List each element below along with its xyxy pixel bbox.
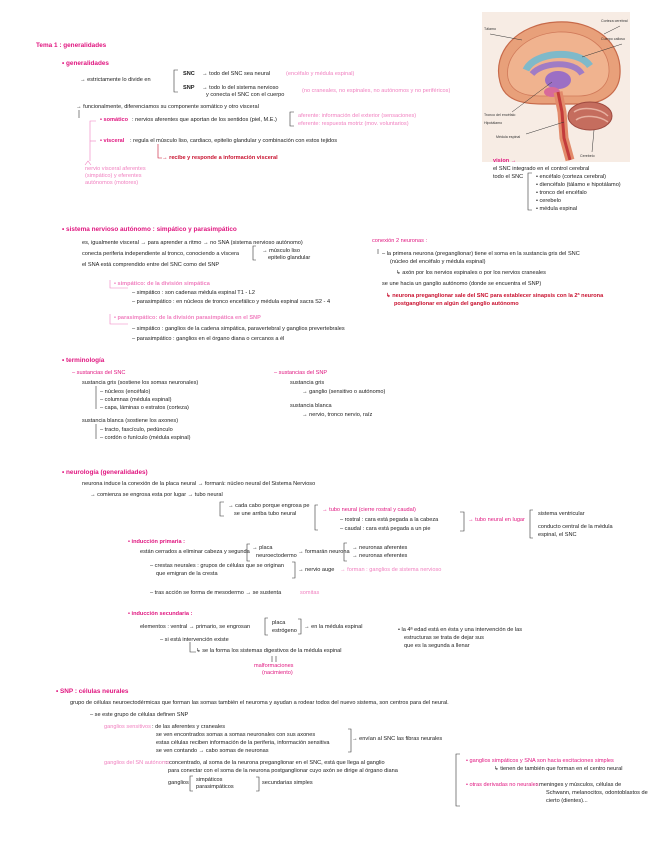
brain-label-medula: Médula espinal: [496, 135, 521, 139]
primaria-line-1e: → neuronas aferentes: [352, 545, 408, 551]
secundaria-line-1: elementos : ventral → primario, se engrosan: [140, 624, 251, 630]
snp-sens-4: se ven contando → cabo somas de neuronas: [156, 748, 269, 754]
terminologia-snp-gris-item: → ganglio (sensitivo o autónomo): [302, 389, 386, 395]
section-heading-generalidades: • generalidades: [62, 60, 109, 67]
primaria-line-2d: → nervio auge: [298, 567, 335, 573]
tubo-rostral: – rostral : cara está pegada a la cabeza: [340, 517, 439, 523]
snp-auto-3d: secundarias simples: [262, 780, 313, 786]
visceral-red-note: → recibe y responde a información visceral: [162, 155, 278, 161]
bracket-sens: [348, 729, 351, 752]
side-note-2: (simpático) y eferentes: [85, 173, 142, 179]
snp-label: SNP: [183, 85, 195, 91]
snc-desc: → todo del SNC sea neural: [202, 71, 271, 77]
tubo-final-a: sistema ventricular: [538, 511, 585, 517]
snc-note: (encéfalo y médula espinal): [286, 71, 355, 77]
conexion-line-1: – la primera neurona (preganglionar) tiene el soma en la sustancia gris del SNC: [382, 251, 580, 257]
primaria-line-1: están cerrados a eliminar cabeza y segunda: [140, 549, 250, 555]
brain-label-corteza: Corteza cerebral: [601, 19, 628, 23]
secundaria-line-1c: estrógeno: [272, 628, 297, 634]
vision-item-5: • médula espinal: [536, 206, 578, 212]
brain-label-calloso: Cuerpo calloso: [601, 37, 625, 41]
snc-intro: → estrictamente lo divide en: [80, 77, 151, 83]
somatico-note-1: aferente: información del exterior (sensaciones): [298, 113, 417, 119]
tubo-final-b: conducto central de la médula: [538, 524, 613, 530]
tubo-line-2: se une arriba tubo neural: [234, 511, 297, 517]
secundaria-nacimiento: (nacimiento): [262, 670, 293, 676]
snp-right-3: • otras derivadas no neurales: [466, 782, 539, 788]
snp-right-5: Schwann, melanocitos, odontoblastos de: [546, 790, 648, 796]
snp-line-1: grupo de células neuroectodérmicas que forman las somas también el neuroma y ayudan a rodear todos del nuevo sistema, son centros para del neural.: [70, 700, 449, 706]
secundaria-note-2: estructuras se trata de dejar sus: [404, 635, 484, 641]
conexion-line-3: ↳ axón por los nervios espinales o por los nervios craneales: [396, 270, 546, 276]
vision-item-4: • cerebelo: [536, 198, 561, 204]
autonomo-line-1: es, igualmente visceral → para aprender a ritmo → no SNA (sistema nervioso autónomo): [82, 240, 303, 246]
terminologia-gris-item-2: – columnas (médula espinal): [100, 397, 172, 403]
primaria-line-1b: → placa: [252, 545, 273, 551]
vision-item-3: • tronco del encéfalo: [536, 190, 587, 196]
autonomo-line-2c: epitelio glandular: [268, 255, 311, 261]
snp-right-2: ↳ tienen de también que forman en el centro neural: [494, 766, 623, 772]
autonomo-line-3: el SNA está comprendido entre del SNC como del SNP: [82, 262, 220, 268]
conexion-red-2: postganglionar en algún del ganglio autónomo: [394, 301, 519, 307]
vision-line-2: el SNC integrado en el control cerebral: [493, 166, 590, 172]
bracket-vision: [528, 173, 532, 210]
bracket-right-snp: [456, 754, 460, 806]
brain-label-tronco: Tronco del encéfalo: [484, 113, 516, 117]
snp-sens-3: estas células reciben información de la periferia, información sensitiva: [156, 740, 330, 746]
snp-auto-3c: parasimpáticos: [196, 784, 234, 790]
conexion-red-1: ↳ neurona preganglionar sale del SNC para establecer sinapsis con la 2ª neurona: [386, 293, 604, 299]
autonomo-line-2: conecta periferia independiente al tronco, conociendo a víscera: [82, 251, 240, 257]
tubo-final: → tubo neural en lugar: [468, 517, 525, 523]
parasimpatico-label: • parasimpático: de la división parasimpática en el SNP: [114, 315, 261, 321]
simpatico-label: • simpático: de la división simpática: [114, 281, 210, 287]
terminologia-snp-gris: sustancia gris: [290, 380, 325, 386]
primaria-line-3b: somitas: [300, 590, 320, 596]
tubo-caudal: – caudal : cara está pegada a un pie: [340, 526, 431, 532]
terminologia-blanca: sustancia blanca (sostiene los axones): [82, 418, 179, 424]
snc-label: SNC: [183, 71, 195, 77]
primaria-line-1c: neuroectodermo: [256, 553, 297, 559]
snp-right-1: • ganglios simpáticos y SNA son hacia excitaciones simples: [466, 758, 614, 764]
terminologia-gris-item-3: – capa, láminas o estratos (corteza): [100, 405, 189, 411]
primaria-line-2b: que emigran de la cresta: [156, 571, 218, 577]
terminologia-blanca-item-1: – tracto, fascículo, pedúnculo: [100, 427, 173, 433]
conexion-line-4: se une hacia un ganglio autónomo (donde se encuentra el SNP): [382, 281, 542, 287]
secundaria-line-1d: → en la médula espinal: [304, 624, 363, 630]
snp-auto-1: : concentrado, al soma de la neurona preganglionar en el SNC, está que llega al ganglio: [166, 760, 385, 766]
brain-label-hipotalamo: Hipotálamo: [484, 121, 503, 125]
bracket-tubo: [315, 505, 318, 530]
vision-item-2: • diencéfalo (tálamo e hipotálamo): [536, 182, 621, 188]
bracket-tubo-final: [530, 510, 533, 538]
bracket-crestas: [292, 562, 295, 578]
snp-auto-3: ganglios: [168, 780, 189, 786]
terminologia-snp-blanca: sustancia blanca: [290, 403, 332, 409]
visceral-desc: : regula el músculo liso, cardiaco, epitelio glandular y combinación con estos tejidos: [130, 138, 338, 144]
primaria-line-2: – crestas neurales : grupos de células que se originan: [150, 563, 285, 569]
somatico-note-2: eferente: respuesta motriz (mov. voluntarios): [298, 121, 409, 127]
section-heading-snp: • SNP : células neurales: [56, 688, 129, 695]
vision-line-3: todo el SNC: [493, 174, 524, 180]
terminologia-snc-sub: – sustancias del SNC: [72, 370, 126, 376]
page-title: Tema 1 : generalidades: [36, 42, 107, 49]
side-note-3: autónomos (motores): [85, 180, 139, 186]
vision-line-1: vision →: [493, 158, 517, 164]
terminologia-gris: sustancia gris (sostiene los somas neuronales): [82, 380, 199, 386]
secundaria-line-3: ↳ se la forma los sistemas digestivos de la médula espinal: [196, 648, 342, 654]
terminologia-snp-blanca-item: → nervio, tronco nervio, raíz: [302, 412, 373, 418]
secundaria-note-3: que es la segunda a llenar: [404, 643, 470, 649]
terminologia-blanca-item-2: – cordón o funículo (médula espinal): [100, 435, 191, 441]
snp-auto-2: para conectar con el soma de la neurona postganglionar cuyo axón se dirige al órgano diana: [168, 768, 398, 774]
simpatico-item-1: – simpático : son cadenas médula espinal T1 - L2: [132, 290, 256, 296]
somatico-desc: : nervios aferentes que aportan de los sentidos (piel, M.E.): [132, 117, 277, 123]
snp-sens-2: se ven encontrados somas a somas neuronales con sus axones: [156, 732, 316, 738]
secundaria-line-2: – si está intervención existe: [160, 637, 229, 643]
snp-right-6: cierto (dientes)...: [546, 798, 588, 804]
autonomo-line-2b: → músculo liso: [262, 248, 300, 254]
snp-line-2: – se este grupo de células definen SNP: [90, 712, 189, 718]
bracket-tubo-right: [460, 512, 464, 531]
conexion-line-2: (núcleo del encéfalo y médula espinal): [390, 259, 486, 265]
somatico-label: • somático: [100, 117, 129, 123]
section-heading-neurologia: • neurología (generalidades): [62, 469, 148, 476]
parasimpatico-item-1: – simpático : ganglios de la cadena simpática, paravertebral y ganglios prevertebrales: [132, 326, 345, 332]
terminologia-snp-sub: – sustancias del SNP: [274, 370, 328, 376]
terminologia-gris-item-1: – núcleos (encéfalo): [100, 389, 151, 395]
primaria-line-1f: → neuronas eferentes: [352, 553, 408, 559]
simpatico-item-2: – parasimpático : en núcleos de tronco encefálico y médula espinal sacra S2 - 4: [132, 299, 331, 305]
snp-right-4: : meninges y músculos, células de: [536, 782, 622, 788]
primaria-line-1d: → formarán neurona: [298, 549, 350, 555]
snp-auto-label: ganglios del SN autónomo: [104, 760, 170, 766]
secundaria-line-1b: placa: [272, 620, 286, 626]
red-arrow-visceral: [158, 144, 162, 158]
brain-label-cerebelo: Cerebelo: [580, 154, 595, 158]
snp-note: (no craneales, no espinales, no autónomos y no periféricos): [302, 88, 451, 94]
snp-sens-label: ganglios sensitivos: [104, 724, 151, 730]
secundaria-malformaciones: malformaciones: [254, 663, 294, 669]
bracket-snc-snp: [174, 70, 178, 92]
tubo-line-1: → cada cabo porque engrosa pe: [228, 503, 310, 509]
primaria-line-2c: → forman : ganglios de sistema nervioso: [340, 567, 442, 573]
snp-sens-result: → envían al SNC las fibras neurales: [352, 736, 443, 742]
tubo-cierre: → tubo neural (cierre rostral y caudal): [322, 507, 416, 513]
visceral-label: • visceral: [100, 138, 125, 144]
side-note-1: nervio visceral aferentes: [85, 166, 146, 172]
tubo-final-c: espinal, el SNC: [538, 532, 577, 538]
parasimpatico-item-2: – parasimpático : ganglios en el órgano diana o cercanos a él: [132, 336, 285, 342]
snp-auto-3b: simpáticos: [196, 777, 223, 783]
secundaria-heading: • inducción secundaria :: [128, 611, 193, 617]
brain-label-talamo: Tálamo: [484, 27, 496, 31]
conexion-heading: conexión 2 neuronas :: [372, 238, 428, 244]
secundaria-note-1: • la 4ª edad está en ésta y una intervención de las: [398, 627, 523, 633]
neurologia-line-1: neurona induce la conexión de la placa neural → formará: núcleo neural del Sistema Nervioso: [82, 481, 316, 487]
bracket-somatico: [290, 112, 294, 126]
vision-item-1: • encéfalo (corteza cerebral): [536, 174, 607, 180]
section-heading-terminologia: • terminología: [62, 357, 105, 364]
snp-desc-2: y conecta el SNC con el cuerpo: [206, 92, 285, 98]
neurologia-line-2: → comienza se engrosa esta por lugar → tubo neural: [90, 492, 223, 498]
snp-desc: → todo lo del sistema nervioso: [202, 85, 279, 91]
section-heading-autonomo: • sistema nervioso autónomo : simpático y parasimpático: [62, 226, 237, 233]
primaria-line-3: – tras acción se forma de mesodermo → se sustenta: [150, 590, 282, 596]
snp-sens-1: : de las aferentes y craneales: [152, 724, 226, 730]
primaria-heading: • inducción primaria :: [128, 539, 185, 545]
funcional-line: → funcionalmente, diferenciamos su componente somático y otro visceral: [76, 104, 259, 110]
